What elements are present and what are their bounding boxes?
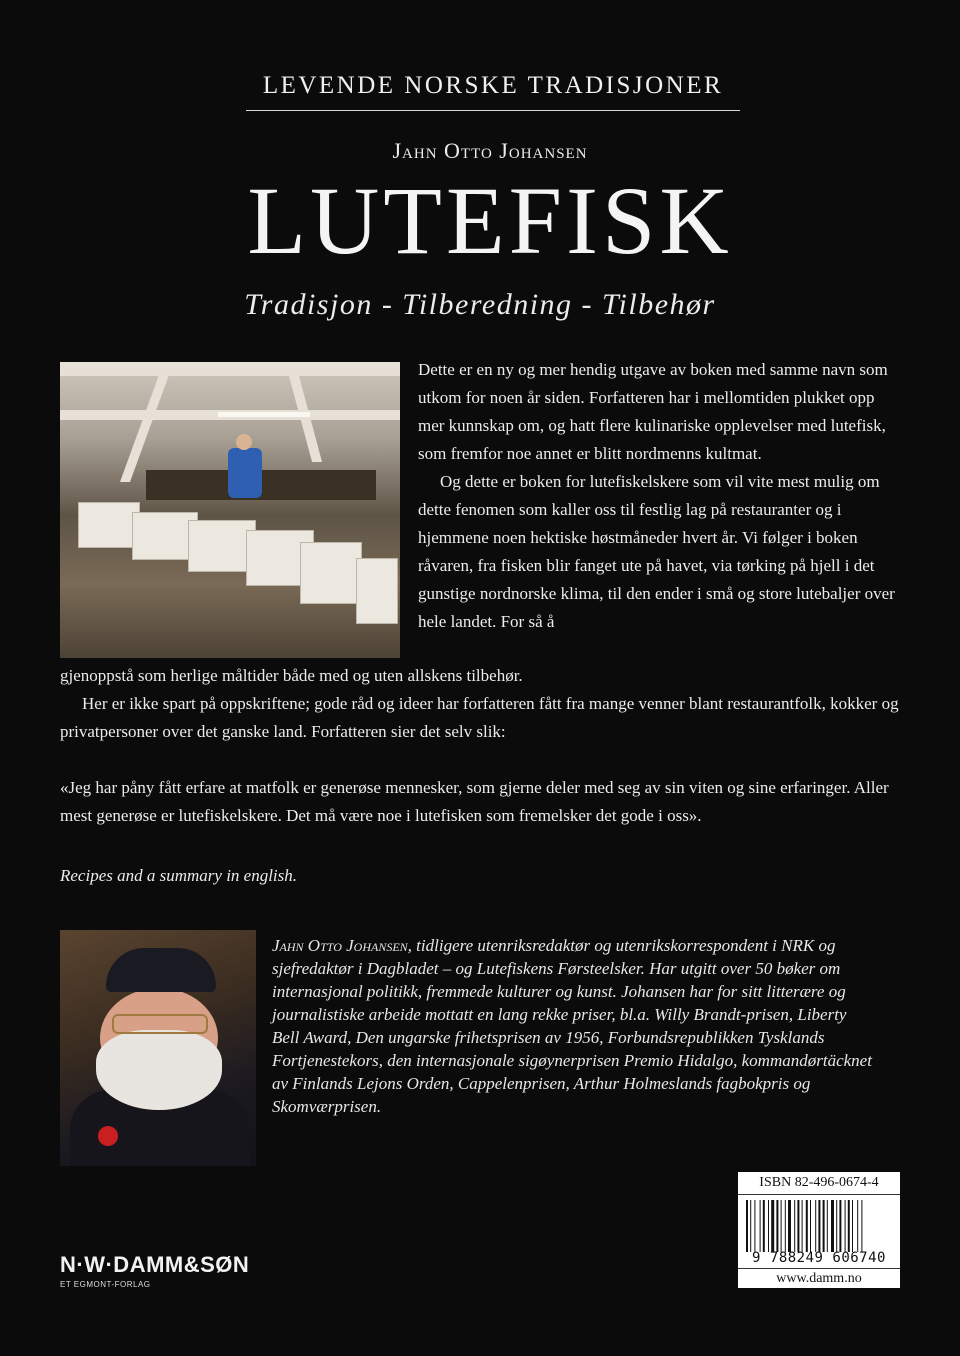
author-bio xyxy=(272,934,872,1118)
bio-text: , tidligere utenriksredaktør og utenrikskorrespondent i NRK og sjefredaktør i Dagbladet – og Lutefiskens Førsteelsker. Har utgitt over 50 bøker om internasjonal politikk, fremmede kulturer og kunst. Johansen har for sitt litterære og journalistiske arbeide mottatt en lang rekke priser, bl.a. Willy Brandt-prisen, Liberty Bell Award, Den ungarske frihetsprisen av 1956, Forbundsrepublikken Tysklands Fortjenestekors, den internasjonale sigøynerprisen Premio Hidalgo, kommandørtäcknet av Finlands Lejons Orden, Cappelenprisen, Arthur Holmeslands fagbokpris og Skomværprisen. xyxy=(272,936,872,1116)
body-text xyxy=(60,662,900,746)
bio-author-name: Jahn Otto Johansen xyxy=(272,936,408,955)
warehouse-photo xyxy=(60,362,400,658)
body-paragraph: Her er ikke spart på oppskriftene; gode råd og ideer har forfatteren fått fra mange venner blant restaurantfolk, kokker og privatpersoner over det ganske land. Forfatteren sier det selv slik: xyxy=(60,694,899,741)
publisher-imprint: ET EGMONT-FORLAG xyxy=(60,1280,151,1289)
intro-text xyxy=(418,356,896,636)
intro-paragraph-1: Dette er en ny og mer hendig utgave av boken med samme navn som utkom for noen år siden. Forfatteren har i mellomtiden plukket opp mer kunnskap om, og hatt flere kulinariske opplevelser med lutefisk, som fremfor noe annet er blitt nordmenns kultmat. xyxy=(418,360,888,463)
publisher-logo: N·W·DAMM&SØN xyxy=(60,1252,250,1277)
book-title: LUTEFISK xyxy=(247,167,733,274)
isbn-number: ISBN 82-496-0674-4 xyxy=(738,1172,900,1195)
ean-number: 9 788249 606740 xyxy=(752,1250,886,1266)
author-portrait xyxy=(60,930,256,1166)
barcode-panel xyxy=(738,1172,900,1288)
publisher-website: www.damm.no xyxy=(738,1268,900,1289)
book-subtitle: Tradisjon - Tilberedning - Tilbehør xyxy=(244,288,716,321)
body-continuation: gjenoppstå som herlige måltider både med og uten allskens tilbehør. xyxy=(60,666,523,685)
series-divider xyxy=(246,110,740,111)
author-quote: «Jeg har påny fått erfare at matfolk er generøse mennesker, som gjerne deler med seg av sin viten og sine erfaringer. Aller mest generøse er lutefiskelskere. Det må være noe i lutefisken som fremelsker det gode i oss». xyxy=(60,778,889,825)
series-title: LEVENDE NORSKE TRADISJONER xyxy=(262,72,724,99)
author-name: Jahn Otto Johansen xyxy=(392,138,588,163)
intro-paragraph-2: Og dette er boken for lutefiskelskere som vil vite mest mulig om dette fenomen som kaller oss til festlig lag på restauranter og i hjemmene noen hektiske høstmåneder hvert år. Vi følger i boken råvaren, fra fisken blir fanget ute på havet, via tørking på hjell i det gunstige nordnorske klima, til den ender i små og store lutebaljer over hele landet. For så å xyxy=(418,472,895,631)
barcode-icon xyxy=(746,1200,894,1252)
english-note: Recipes and a summary in english. xyxy=(60,866,298,885)
